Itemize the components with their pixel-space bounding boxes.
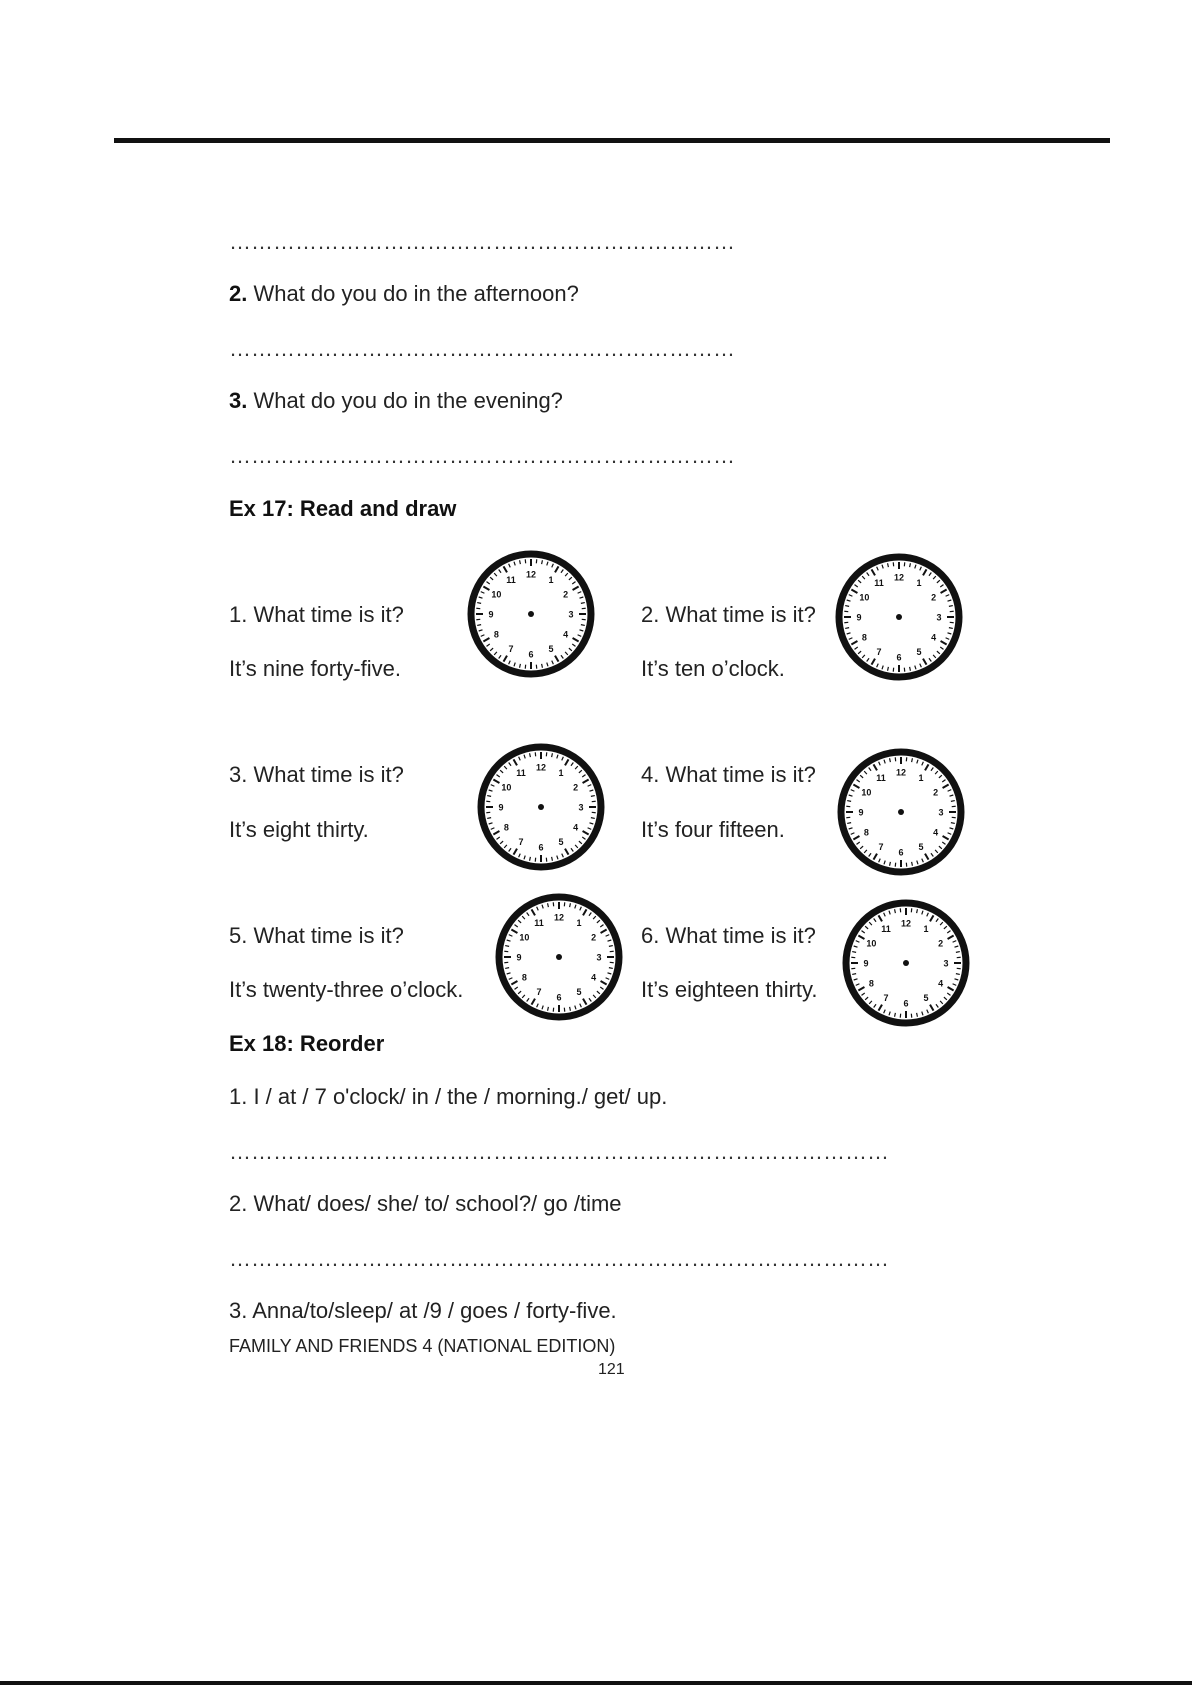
clock-number: 7 [878, 842, 884, 853]
clock-tick [520, 664, 521, 668]
clock-number: 5 [576, 987, 582, 998]
clock-number: 6 [528, 649, 534, 660]
clock-tick [847, 801, 851, 802]
clock-face-icon[interactable] [836, 747, 966, 877]
clock-tick [477, 603, 481, 604]
clock-tick [888, 563, 889, 567]
clock-number: 10 [519, 932, 530, 943]
clock-center-dot [896, 614, 902, 620]
clock-number: 6 [538, 842, 544, 853]
clock-tick [542, 560, 543, 564]
clock-tick [530, 857, 531, 861]
ex17-question-3: 3. What time is it? [229, 762, 404, 787]
clock-tick [910, 667, 911, 671]
clock-number: 8 [521, 972, 527, 983]
clock-tick [951, 823, 955, 824]
clock-number: 1 [923, 923, 929, 934]
clock-number: 4 [563, 629, 569, 640]
answer-line: ……………………………………………………………………………… [229, 1246, 889, 1271]
clock-number: 1 [916, 577, 922, 588]
clock-number: 12 [893, 572, 905, 583]
clock-number: 3 [938, 807, 944, 818]
clock-number: 2 [933, 787, 939, 798]
clock-face-icon[interactable] [841, 898, 971, 1028]
clock-number: 10 [491, 589, 502, 600]
clock-number: 1 [918, 772, 924, 783]
clock-tick [845, 628, 849, 629]
question-text: What do you do in the afternoon? [247, 281, 579, 306]
clock-tick [487, 796, 491, 797]
clock-number: 3 [936, 612, 942, 623]
clock-tick [888, 667, 889, 671]
clock-number: 6 [896, 652, 902, 663]
clock-number: 9 [516, 952, 522, 963]
clock-face-icon[interactable] [476, 742, 606, 872]
question-2 [229, 281, 579, 307]
clock-tick [530, 753, 531, 757]
clock-number: 5 [548, 644, 554, 655]
ex17-answer-5: It’s twenty-three o’clock. [229, 977, 464, 1002]
clock-tick [912, 862, 913, 866]
clock-number: 7 [536, 987, 542, 998]
clock-number: 11 [534, 917, 544, 928]
clock-center-dot [898, 809, 904, 815]
clock-number: 3 [578, 802, 584, 813]
clock-tick [912, 758, 913, 762]
clock-tick [949, 628, 953, 629]
clock-tick [852, 974, 856, 975]
ex18-item-1: 1. I / at / 7 o'clock/ in / the / morning./ get/ up. [229, 1084, 668, 1109]
clock-number: 12 [553, 912, 565, 923]
clock-tick [570, 903, 571, 907]
book-title-footer: FAMILY AND FRIENDS 4 (NATIONAL EDITION) [229, 1336, 616, 1356]
clock-tick [890, 758, 891, 762]
answer-line: ……………………………………………………………………………… [229, 1139, 889, 1164]
clock-number: 8 [868, 978, 874, 989]
header-rule [114, 138, 1110, 143]
clock-tick [609, 946, 613, 947]
ex18-heading: Ex 18: Reorder [229, 1031, 385, 1056]
clock-tick [845, 606, 849, 607]
clock-number: 12 [535, 762, 547, 773]
clock-number: 2 [591, 932, 597, 943]
clock-face-icon[interactable] [494, 892, 624, 1022]
clock-number: 10 [866, 938, 877, 949]
clock-number: 7 [876, 647, 882, 658]
clock-number: 8 [861, 632, 867, 643]
ex18-item-2: 2. What/ does/ she/ to/ school?/ go /time [229, 1191, 622, 1216]
clock-tick [591, 818, 595, 819]
clock-number: 4 [938, 978, 944, 989]
clock-tick [548, 903, 549, 907]
clock-number: 7 [883, 993, 889, 1004]
clock-number: 2 [563, 589, 569, 600]
question-text: What do you do in the evening? [247, 388, 563, 413]
clock-tick [548, 1007, 549, 1011]
clock-number: 1 [576, 917, 582, 928]
clock-tick [847, 823, 851, 824]
clock-tick [477, 625, 481, 626]
clock-tick [581, 625, 585, 626]
clock-tick [956, 952, 960, 953]
ex17-answer-2: It’s ten o’clock. [641, 656, 785, 681]
clock-number: 12 [900, 918, 912, 929]
clock-tick [552, 753, 553, 757]
question-number: 3. [229, 388, 248, 413]
clock-tick [890, 862, 891, 866]
clock-number: 12 [525, 569, 537, 580]
clock-tick [949, 606, 953, 607]
clock-number: 8 [503, 822, 509, 833]
clock-number: 8 [493, 629, 499, 640]
clock-tick [910, 563, 911, 567]
answer-line: …………………………………………………………… [229, 443, 735, 468]
clock-number: 9 [863, 958, 869, 969]
clock-face-icon[interactable] [834, 552, 964, 682]
ex17-question-5: 5. What time is it? [229, 923, 404, 948]
clock-number: 10 [859, 592, 870, 603]
answer-line: …………………………………………………………… [229, 229, 735, 254]
clock-tick [542, 664, 543, 668]
clock-tick [520, 560, 521, 564]
clock-number: 5 [923, 993, 929, 1004]
ex17-answer-4: It’s four fifteen. [641, 817, 785, 842]
clock-number: 9 [498, 802, 504, 813]
clock-number: 4 [933, 827, 939, 838]
clock-number: 10 [501, 782, 512, 793]
clock-number: 2 [938, 938, 944, 949]
clock-center-dot [903, 960, 909, 966]
clock-number: 8 [863, 827, 869, 838]
clock-number: 6 [898, 847, 904, 858]
clock-number: 9 [856, 612, 862, 623]
clock-tick [570, 1007, 571, 1011]
clock-number: 5 [558, 837, 564, 848]
answer-line: …………………………………………………………… [229, 336, 735, 361]
clock-number: 6 [556, 992, 562, 1003]
clock-number: 3 [596, 952, 602, 963]
question-3 [229, 388, 563, 414]
clock-tick [895, 909, 896, 913]
clock-tick [552, 857, 553, 861]
clock-number: 1 [548, 574, 554, 585]
clock-number: 11 [876, 772, 886, 783]
clock-tick [609, 968, 613, 969]
clock-number: 11 [506, 574, 516, 585]
clock-tick [581, 603, 585, 604]
clock-tick [917, 1013, 918, 1017]
clock-number: 3 [568, 609, 574, 620]
ex18-item-3: 3. Anna/to/sleep/ at /9 / goes / forty-five. [229, 1298, 617, 1323]
ex17-question-6: 6. What time is it? [641, 923, 816, 948]
clock-tick [852, 952, 856, 953]
clock-tick [487, 818, 491, 819]
clock-face-icon[interactable] [466, 549, 596, 679]
ex17-question-2: 2. What time is it? [641, 602, 816, 627]
ex17-heading: Ex 17: Read and draw [229, 496, 457, 521]
clock-number: 4 [573, 822, 579, 833]
clock-number: 5 [918, 842, 924, 853]
clock-number: 1 [558, 767, 564, 778]
clock-number: 3 [943, 958, 949, 969]
clock-tick [917, 909, 918, 913]
page-number: 121 [598, 1361, 625, 1378]
clock-number: 2 [573, 782, 579, 793]
clock-center-dot [528, 611, 534, 617]
clock-number: 4 [931, 632, 937, 643]
clock-tick [951, 801, 955, 802]
bottom-rule [0, 1681, 1192, 1685]
clock-tick [591, 796, 595, 797]
clock-number: 4 [591, 972, 597, 983]
ex17-answer-1: It’s nine forty-five. [229, 656, 401, 681]
clock-number: 12 [895, 767, 907, 778]
clock-number: 10 [861, 787, 872, 798]
clock-number: 7 [508, 644, 514, 655]
clock-number: 6 [903, 998, 909, 1009]
clock-number: 11 [516, 767, 526, 778]
clock-number: 5 [916, 647, 922, 658]
question-number: 2. [229, 281, 248, 306]
ex17-answer-3: It’s eight thirty. [229, 817, 369, 842]
clock-tick [956, 974, 960, 975]
ex17-question-1: 1. What time is it? [229, 602, 404, 627]
clock-tick [505, 968, 509, 969]
clock-number: 9 [858, 807, 864, 818]
ex17-answer-6: It’s eighteen thirty. [641, 977, 818, 1002]
clock-number: 7 [518, 837, 524, 848]
clock-number: 2 [931, 592, 937, 603]
clock-number: 11 [874, 577, 884, 588]
clock-number: 9 [488, 609, 494, 620]
clock-center-dot [556, 954, 562, 960]
clock-number: 11 [881, 923, 891, 934]
clock-center-dot [538, 804, 544, 810]
ex17-question-4: 4. What time is it? [641, 762, 816, 787]
clock-tick [895, 1013, 896, 1017]
clock-tick [505, 946, 509, 947]
